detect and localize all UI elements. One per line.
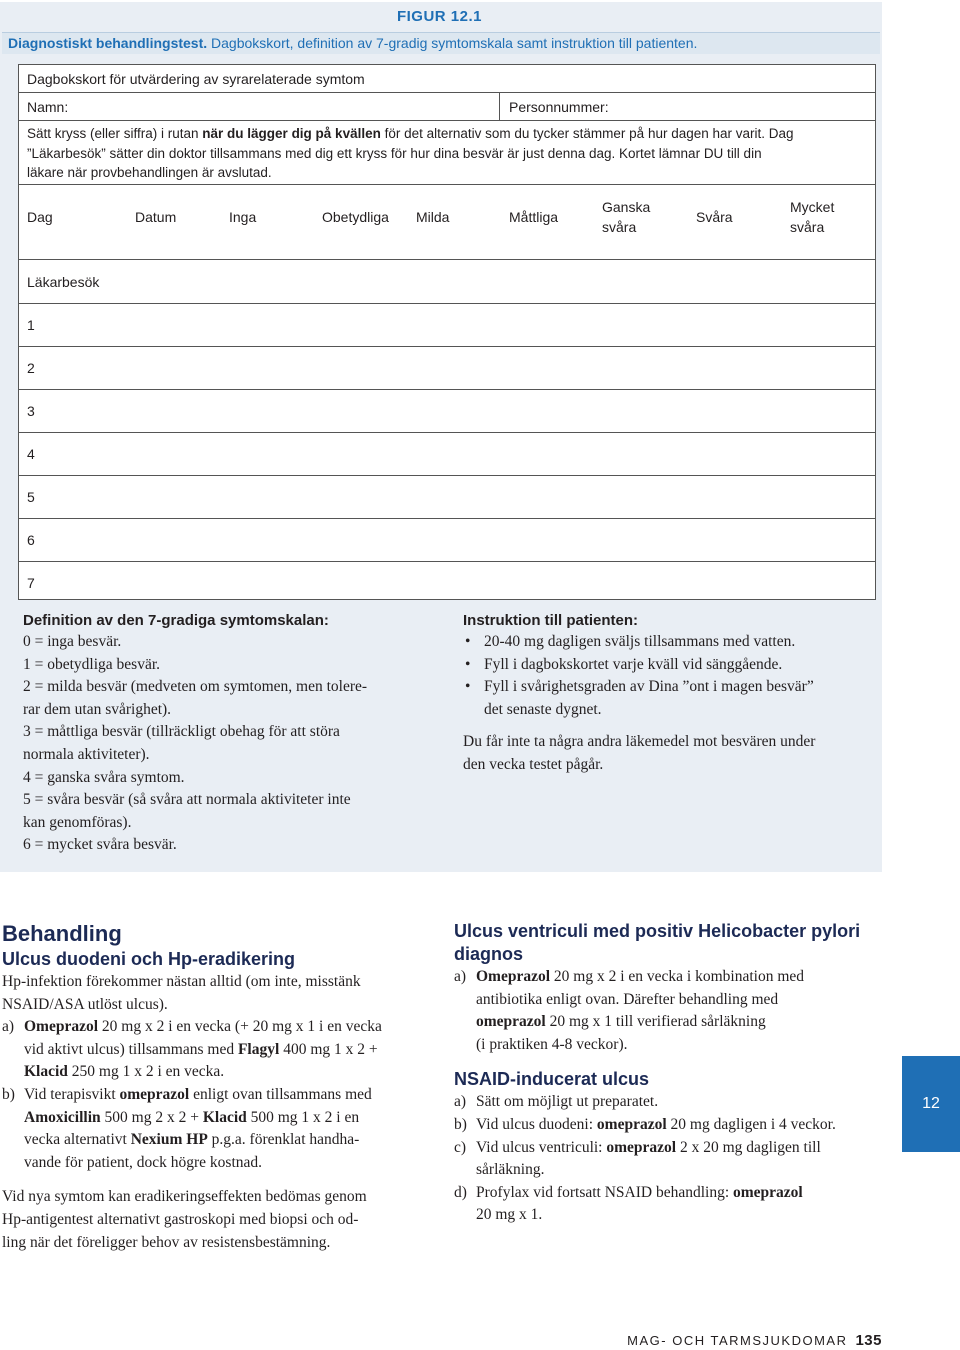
diary-grid-header — [19, 185, 875, 260]
list-item: • Fyll i svårighetsgraden av Dina ”ont i magen besvär” det senaste dygnet. — [463, 676, 873, 721]
diary-row[interactable]: Läkarbesök — [19, 261, 875, 304]
col-milda: Milda — [416, 209, 450, 225]
diary-card-instructions: Sätt kryss (eller siffra) i rutan när du lägger dig på kvällen för det alternativ som du tycker stämmer på hur dagen har varit. Dag ”Läkarbesök” sätter din doktor tillsammans med dig ett kryss för hur dina besvär är just denna dag. Kortet lämnar DU till din läkare när provbehandlingen är avslutad. — [19, 121, 875, 185]
definition-list: 0 = inga besvär. 1 = obetydliga besvär. 2 = milda besvär (medveten om symtomen, men tolere- rar dem utan svårighet). 3 = måttliga besvär (tillräckligt obehag för att störa normala aktiviteter). 4 = ganska svåra symtom. 5 = svåra besvär (så svåra att normala aktiviteter inte kan genomföras). 6 = mycket svåra besvär. — [23, 633, 368, 854]
diary-card-fields — [19, 93, 875, 121]
col-svara: Svåra — [696, 209, 733, 225]
field-divider — [499, 93, 500, 121]
diary-row[interactable]: 5 — [19, 476, 875, 519]
instruction-heading: Instruktion till patienten: — [463, 612, 638, 629]
col-mattliga: Måttliga — [509, 209, 559, 225]
list-item: c) Vid ulcus ventriculi: omeprazol 2 x 20 mg dagligen till sårläkning. — [454, 1138, 821, 1179]
list-item: b) Vid terapisvikt omeprazol enligt ovan tillsammans med Amoxicillin 500 mg 2 x 2 + Klacid 500 mg 1 x 2 i en vecka alternativt Nexium HP p.g.a. förenklat handha- vande för patient, dock högre kostnad. — [2, 1085, 372, 1171]
list-item: d) Profylax vid fortsatt NSAID behandling: omeprazol 20 mg x 1. — [454, 1183, 803, 1224]
col-inga: Inga — [229, 209, 257, 225]
diary-row[interactable]: 3 — [19, 390, 875, 433]
instruction-note: Du får inte ta några andra läkemedel mot besvären under den vecka testet pågår. — [463, 733, 816, 773]
diary-row[interactable]: 1 — [19, 304, 875, 347]
diary-card-title: Dagbokskort för utvärdering av syrarelaterade symtom — [19, 65, 875, 93]
col-ganska-svara: Ganska svåra — [602, 199, 651, 235]
definition-heading: Definition av den 7-gradiga symtomskalan: — [23, 612, 329, 629]
list-item: a) Sätt om möjligt ut preparatet. — [454, 1093, 659, 1111]
page-footer — [627, 1332, 882, 1349]
patient-instruction — [463, 612, 873, 777]
instruction-list — [463, 631, 873, 721]
ulcus-column — [454, 920, 894, 1227]
diary-card — [18, 64, 876, 600]
diary-row[interactable]: 2 — [19, 347, 875, 390]
scale-definition — [23, 612, 433, 857]
col-mycket-svara: Mycket svåra — [790, 199, 835, 235]
list-item: a) Omeprazol 20 mg x 2 i en vecka i kombination med antibiotika enligt ovan. Därefter behandling med omeprazol 20 mg x 1 till verifierad sårläkning (i praktiken 4-8 veckor). — [454, 968, 805, 1053]
diary-row[interactable]: 4 — [19, 433, 875, 476]
paragraph: Vid nya symtom kan eradikeringseffekten bedömas genom Hp-antigentest alternativt gastroskopi med biopsi och od- ling när det föreligger behov av resistensbestämning. — [2, 1188, 367, 1251]
footer-section: MAG- OCH TARMSJUKDOMAR — [627, 1333, 848, 1348]
treatment-column — [2, 920, 432, 1254]
list-item: • 20-40 mg dagligen sväljs tillsammans med vatten. — [463, 631, 873, 654]
diary-row[interactable]: 7 — [27, 575, 35, 591]
list-item: • Fyll i dagbokskortet varje kväll vid sänggående. — [463, 654, 873, 677]
paragraph: Hp-infektion förekommer nästan alltid (om inte, misstänk NSAID/ASA utlöst ulcus). — [2, 973, 361, 1013]
page-number: 135 — [855, 1332, 882, 1349]
section-title: Behandling — [2, 921, 122, 946]
col-obetydliga: Obetydliga — [322, 209, 389, 225]
personnummer-field-label: Personnummer: — [509, 99, 609, 115]
subsection-title: Ulcus duodeni och Hp-eradikering — [2, 949, 296, 969]
col-datum: Datum — [135, 209, 177, 225]
diary-row[interactable]: 6 — [19, 519, 875, 562]
list-item: b) Vid ulcus duodeni: omeprazol 20 mg dagligen i 4 veckor. — [454, 1115, 836, 1133]
figure-label: FIGUR 12.1 — [396, 8, 482, 25]
col-dag: Dag — [27, 209, 53, 225]
chapter-tab: 12 — [902, 1056, 960, 1152]
figure-panel — [0, 2, 882, 872]
figure-caption: Diagnostiskt behandlingstest. Dagbokskort, definition av 7-gradig symtomskala samt instruktion till patienten. — [8, 35, 698, 51]
name-field-label: Namn: — [27, 99, 69, 115]
subsection-title: Ulcus ventriculi med positiv Helicobacter pylori diagnos — [454, 921, 861, 964]
list-item: a) Omeprazol 20 mg x 2 i en vecka (+ 20 mg x 1 i en vecka vid aktivt ulcus) tillsammans med Flagyl 400 mg 1 x 2 + Klacid 250 mg 1 x 2 i en vecka. — [2, 1018, 382, 1081]
subsection-title: NSAID-inducerat ulcus — [454, 1069, 650, 1090]
